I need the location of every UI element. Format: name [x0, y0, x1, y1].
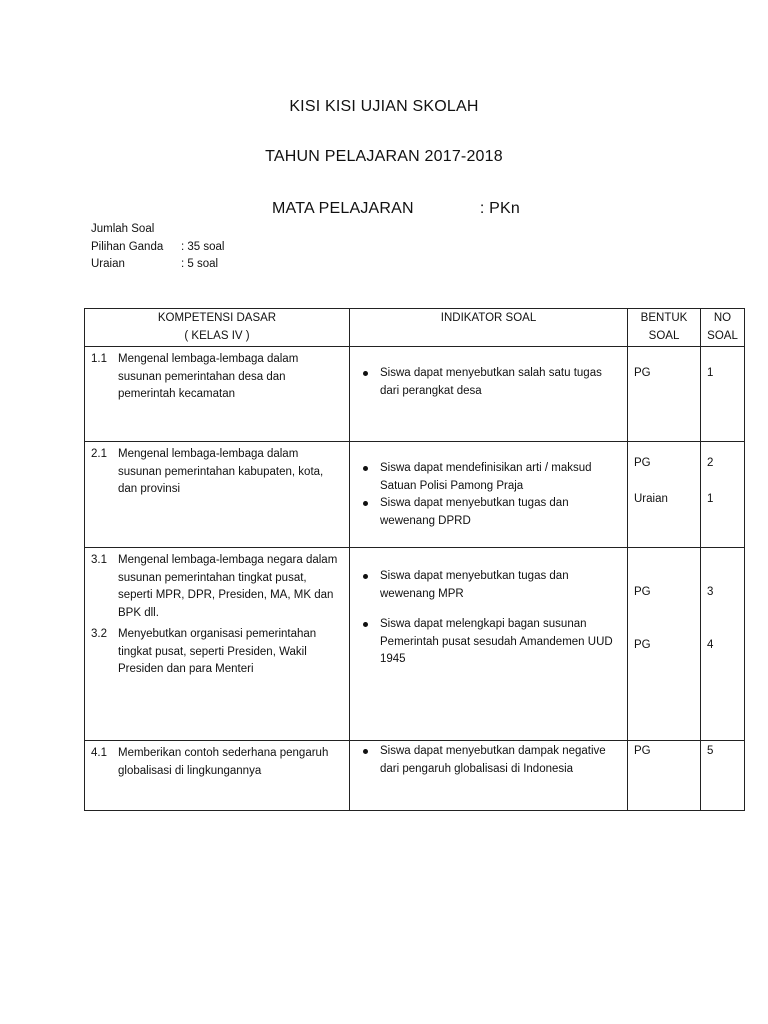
uraian-label: Uraian — [91, 258, 125, 270]
document-title: KISI KISI UJIAN SKOLAH — [289, 98, 479, 115]
bentuk-cell: PG — [628, 347, 701, 442]
kd-cell: 2.1 Mengenal lembaga-lembaga dalam susunan pemerintahan kabupaten, kota, dan provinsi — [85, 442, 350, 548]
kd-cell: 1.1 Mengenal lembaga-lembaga dalam susunan pemerintahan desa dan pemerintah kecamatan — [85, 347, 350, 442]
table-row — [85, 347, 745, 442]
header-no-soal: NO SOAL — [701, 309, 745, 347]
uraian-value: : 5 soal — [181, 258, 219, 270]
table-header-row — [85, 309, 745, 347]
no-cell: 5 — [701, 741, 745, 811]
indikator-cell — [350, 347, 628, 442]
kd-cell: 4.1 Memberikan contoh sederhana pengaruh globalisasi di lingkungannya — [85, 741, 350, 811]
bentuk-cell: PG PG — [628, 548, 701, 741]
table-row — [85, 548, 745, 741]
subject-label: MATA PELAJARAN — [272, 200, 414, 217]
header-kompetensi-dasar: KOMPETENSI DASAR ( KELAS IV ) — [85, 309, 350, 347]
indikator-cell — [350, 548, 628, 741]
kisi-kisi-table — [84, 308, 745, 811]
indikator-cell — [350, 442, 628, 548]
no-cell: 2 1 — [701, 442, 745, 548]
list-item: Siswa dapat melengkapi bagan susunan Pemerintah pusat sesudah Amandemen UUD 1945 — [356, 616, 621, 669]
header-indikator-soal: INDIKATOR SOAL — [350, 309, 628, 347]
list-item: Siswa dapat menyebutkan tugas dan wewenang MPR — [356, 568, 621, 603]
header-bentuk-soal: BENTUK SOAL — [628, 309, 701, 347]
no-cell: 1 — [701, 347, 745, 442]
kd-cell: 3.1 Mengenal lembaga-lembaga negara dalam susunan pemerintahan tingkat pusat, seperti MPR, DPR, Presiden, MA, MK dan BPK dll. 3.2 Menyebutkan organisasi pemerintahan tingkat pusat, seperti Presiden, Wakil Presiden dan para Menteri — [85, 548, 350, 741]
pilihan-ganda-value: : 35 soal — [181, 240, 225, 253]
subject-line — [272, 200, 520, 218]
table-row — [85, 741, 745, 811]
list-item: Siswa dapat menyebutkan salah satu tugas dari perangkat desa — [356, 365, 621, 400]
bentuk-cell: PG — [628, 741, 701, 811]
jumlah-soal-label: Jumlah Soal — [91, 223, 155, 235]
question-summary — [91, 221, 224, 274]
bentuk-cell: PG Uraian — [628, 442, 701, 548]
subject-value: : PKn — [479, 200, 520, 217]
table-row — [85, 442, 745, 548]
academic-year: TAHUN PELAJARAN 2017-2018 — [265, 148, 503, 165]
list-item: Siswa dapat menyebutkan tugas dan wewenang DPRD — [356, 495, 621, 530]
list-item: Siswa dapat menyebutkan dampak negative dari pengaruh globalisasi di Indonesia — [356, 743, 621, 778]
no-cell: 3 4 — [701, 548, 745, 741]
indikator-cell — [350, 741, 628, 811]
pilihan-ganda-label: Pilihan Ganda — [91, 240, 164, 253]
list-item: Siswa dapat mendefinisikan arti / maksud Satuan Polisi Pamong Praja — [356, 460, 621, 495]
